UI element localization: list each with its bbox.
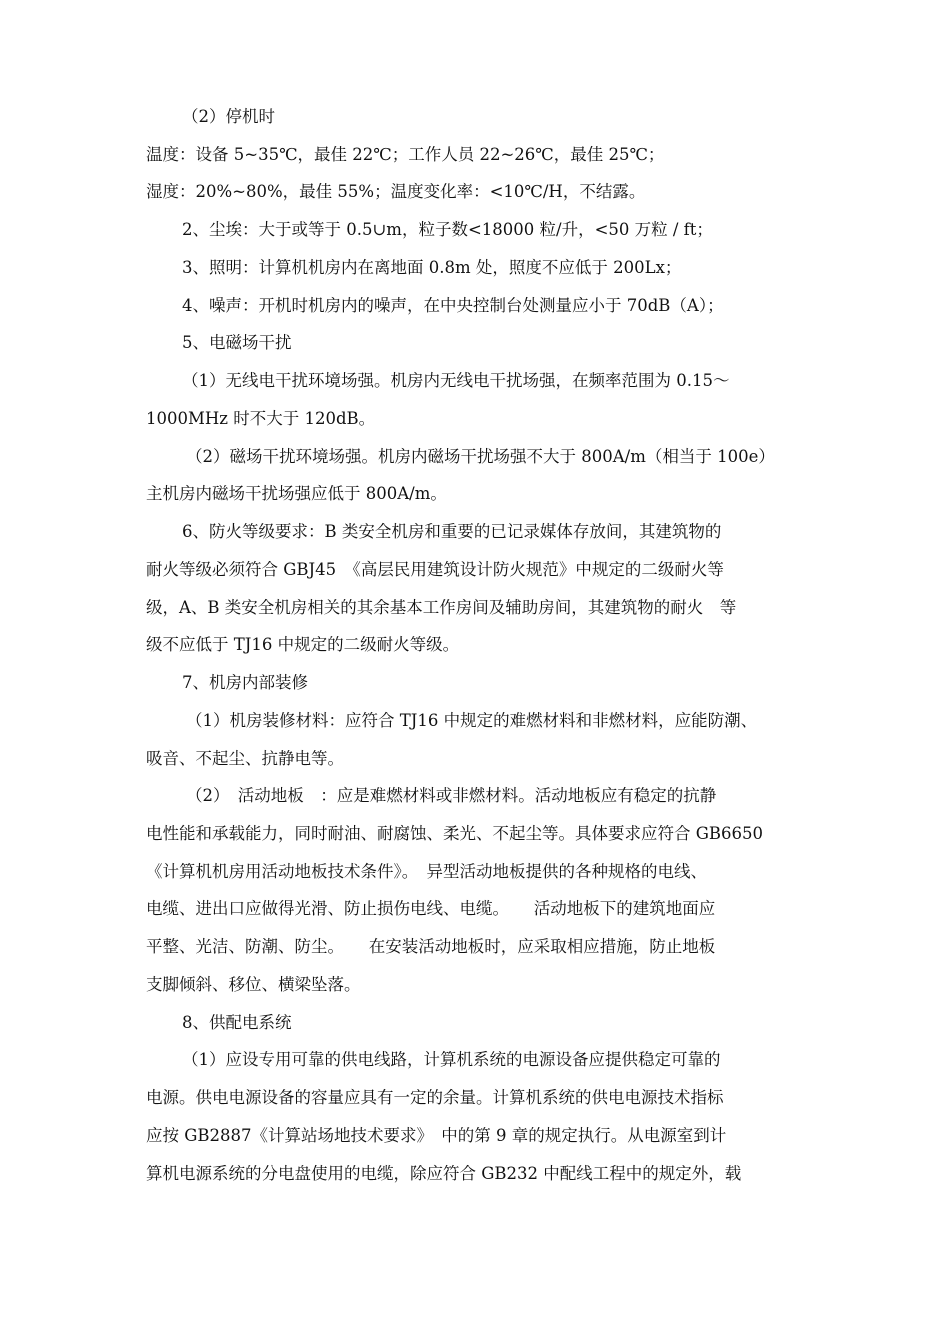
fire-rating-line-2: 耐火等级必须符合 GBJ45 《高层民用建筑设计防火规范》中规定的二级耐火等 xyxy=(146,560,724,579)
item-noise: 4、噪声：开机时机房内的噪声，在中央控制台处测量应小于 70dB（A）； xyxy=(182,296,724,315)
fire-rating-line-1: 6、防火等级要求：B 类安全机房和重要的已记录媒体存放间，其建筑物的 xyxy=(182,522,722,541)
item-dust: 2、尘埃：大于或等于 0.5∪m，粒子数<18000 粒/升，<50 万粒 / ft； xyxy=(182,220,713,239)
item-interior-heading: 7、机房内部装修 xyxy=(182,673,308,692)
raised-floor-line-2: 电性能和承载能力，同时耐油、耐腐蚀、柔光、不起尘等。具体要求应符合 GB6650 xyxy=(146,824,764,843)
raised-floor-line-5: 平整、光洁、防潮、防尘。 在安装活动地板时，应采取相应措施，防止地板 xyxy=(146,937,716,956)
emi-radio-line-2: 1000MHz 时不大于 120dB。 xyxy=(146,409,376,428)
emi-radio-line-1: （1）无线电干扰环境场强。机房内无线电干扰场强，在频率范围为 0.15～ xyxy=(182,371,730,390)
item-lighting: 3、照明：计算机机房内在离地面 0.8m 处，照度不应低于 200Lx； xyxy=(182,258,682,277)
power-supply-line-1: （1）应设专用可靠的供电线路，计算机系统的电源设备应提供稳定可靠的 xyxy=(182,1050,721,1069)
raised-floor-line-1: （2） 活动地板 ：应是难燃材料或非燃材料。活动地板应有稳定的抗静 xyxy=(186,786,717,805)
raised-floor-line-6: 支脚倾斜、移位、横梁坠落。 xyxy=(146,975,361,994)
fire-rating-line-4: 级不应低于 TJ16 中规定的二级耐火等级。 xyxy=(146,635,460,654)
item-power-heading: 8、供配电系统 xyxy=(182,1013,292,1032)
humidity-line: 湿度：20%~80%，最佳 55%；温度变化率：<10℃/H，不结露。 xyxy=(146,182,646,201)
interior-materials-line-1: （1）机房装修材料：应符合 TJ16 中规定的难燃材料和非燃材料，应能防潮、 xyxy=(186,711,758,730)
subheading-shutdown: （2）停机时 xyxy=(182,107,275,126)
fire-rating-line-3: 级，A、B 类安全机房相关的其余基本工作房间及辅助房间，其建筑物的耐火 等 xyxy=(146,598,737,617)
raised-floor-line-4: 电缆、进出口应做得光滑、防止损伤电线、电缆。 活动地板下的建筑地面应 xyxy=(146,899,716,918)
raised-floor-line-3: 《计算机机房用活动地板技术条件》。 异型活动地板提供的各种规格的电线、 xyxy=(146,862,707,881)
power-supply-line-3: 应按 GB2887《计算站场地技术要求》 中的第 9 章的规定执行。从电源室到计 xyxy=(146,1126,727,1145)
power-supply-line-2: 电源。供电电源设备的容量应具有一定的余量。计算机系统的供电电源技术指标 xyxy=(146,1088,724,1107)
power-supply-line-4: 算机电源系统的分电盘使用的电缆，除应符合 GB232 中配线工程中的规定外，载 xyxy=(146,1164,742,1183)
interior-materials-line-2: 吸音、不起尘、抗静电等。 xyxy=(146,749,344,768)
item-emi-heading: 5、电磁场干扰 xyxy=(182,333,292,352)
emi-magnetic-line-1: （2）磁场干扰环境场强。机房内磁场干扰场强不大于 800A/m（相当于 100e） xyxy=(186,447,775,466)
temperature-line: 温度：设备 5~35℃，最佳 22℃；工作人员 22~26℃，最佳 25℃； xyxy=(146,145,665,164)
emi-magnetic-line-2: 主机房内磁场干扰场强应低于 800A/m。 xyxy=(146,484,447,503)
